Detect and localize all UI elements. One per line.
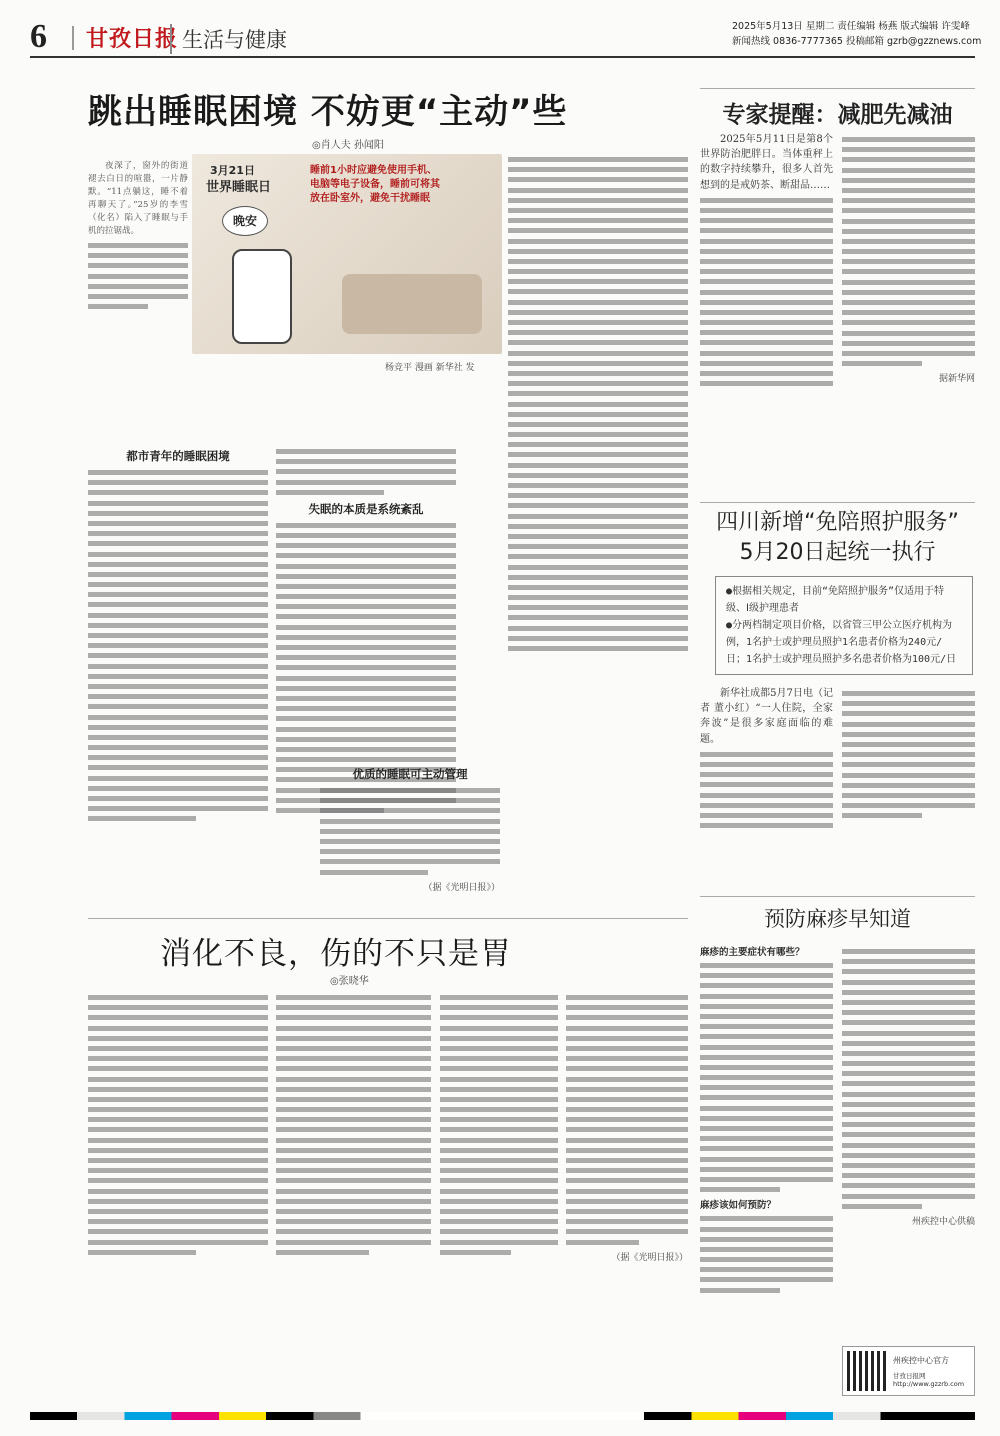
- masthead-rule: [30, 56, 975, 58]
- qr-code[interactable]: [847, 1351, 887, 1391]
- subhead-urban-youth: 都市青年的睡眠困境: [126, 449, 230, 463]
- measles-source: 州疾控中心供稿: [911, 1216, 975, 1227]
- digestion-col-2: [276, 990, 431, 1260]
- article4-top-rule: [700, 896, 975, 897]
- masthead-meta: [732, 19, 982, 49]
- measles-col-2: [842, 944, 975, 1227]
- masthead-divider: [72, 26, 74, 50]
- sleep-article-byline: ◎肖人夫 孙闻阳: [312, 140, 384, 151]
- qr-caption-2: 甘孜日报网 http://www.gzzrb.com: [893, 1372, 965, 1388]
- measles-article-title: 预防麻疹早知道: [764, 907, 911, 931]
- illustration-tip: 睡前1小时应避免使用手机、电脑等电子设备，睡前可将其放在卧室外，避免干扰睡眠: [310, 165, 440, 204]
- measles-q1: 麻疹的主要症状有哪些？: [700, 947, 805, 958]
- care-note-2: ●分两档制定项目价格，以省管三甲公立医疗机构为例，1名护士或护理员照护1名患者价格为240元/日；1名护士或护理员照护多名患者价格为100元/日: [726, 620, 957, 665]
- digestion-article-title: 消化不良，伤的不只是胃: [160, 936, 512, 972]
- digestion-col-1: [88, 990, 268, 1260]
- phone-drawing: [232, 249, 292, 344]
- sleep-col-4: [508, 152, 688, 912]
- sleep-article-title: 跳出睡眠困境 不妨更“主动”些: [88, 92, 568, 132]
- qr-footer: [842, 1346, 975, 1396]
- care-col-2: [842, 686, 975, 823]
- digestion-col-4: [566, 990, 688, 1263]
- section-name: 生活与健康: [170, 24, 287, 54]
- bed-drawing: [342, 274, 482, 334]
- care-title-line1: 四川新增“免陪照护服务”: [716, 510, 959, 535]
- fat-lead: 2025年5月11日是第8个世界防治肥胖日。当体重秤上的数字持续攀升，很多人首先想到的是戒奶茶、断甜品……: [700, 134, 833, 191]
- measles-q2: 麻疹该如何预防？: [700, 1200, 777, 1212]
- sleep-lead-text: 夜深了，窗外的街道褪去白日的喧嚣，一片静默。“11点躺这，睡不着再聊天了。”25岁的李雪（化名）陷入了睡眠与手机的拉锯战。: [88, 161, 188, 236]
- sleep-col-3: [320, 760, 500, 893]
- sleep-col-1: [88, 448, 268, 827]
- measles-col-1: [700, 944, 833, 1298]
- care-col-1: [700, 686, 833, 876]
- article2-top-rule: [700, 88, 975, 89]
- illustration-caption: 杨竞平 漫画 新华社 发: [385, 363, 475, 373]
- care-note-1: ●根据相关规定，目前“免陪照护服务”仅适用于特级、Ⅰ级护理患者: [726, 586, 945, 614]
- care-lead: 新华社成都5月7日电（记者 董小红）“一人住院，全家奔波”是很多家庭面临的难题。: [700, 688, 833, 745]
- fat-article-title: 专家提醒：减肥先减油: [722, 102, 953, 128]
- digestion-byline: ◎张晓华: [330, 976, 369, 987]
- newspaper-name: 甘孜日报: [86, 26, 179, 52]
- illustration-bubble: 晚安: [222, 206, 268, 236]
- digestion-source: （据《光明日报》）: [611, 1252, 688, 1263]
- illustration-day: 世界睡眠日: [206, 180, 272, 195]
- fat-source: 据新华网: [938, 374, 975, 385]
- sleep-illustration: [192, 154, 502, 354]
- illustration-date: 3月21日: [210, 164, 255, 177]
- subhead-system-disorder: 失眠的本质是系统紊乱: [308, 501, 424, 516]
- issue-line: 2025年5月13日 星期二 责任编辑 杨燕 版式编辑 许雯峰: [732, 21, 970, 32]
- sleep-source: （据《光明日报》）: [423, 882, 500, 893]
- page-number: 6: [30, 18, 47, 55]
- qr-caption: 州疾控中心官方: [893, 1356, 949, 1365]
- contact-line: 新闻热线 0836-7777365 投稿邮箱 gzrb@gzznews.com: [732, 36, 982, 47]
- fat-col-1: [700, 132, 833, 492]
- sleep-lead-box: [88, 160, 188, 350]
- fat-col-2: [842, 132, 975, 384]
- care-title-line2: 5月20日起统一执行: [739, 540, 936, 565]
- care-article-title: [700, 508, 975, 568]
- subhead-active-management: 优质的睡眠可主动管理: [352, 767, 468, 781]
- care-notes-box: [715, 576, 973, 675]
- print-color-bar: [30, 1412, 975, 1420]
- digestion-col-3: [440, 990, 558, 1260]
- article3-top-rule: [700, 502, 975, 503]
- article5-top-rule: [88, 918, 688, 919]
